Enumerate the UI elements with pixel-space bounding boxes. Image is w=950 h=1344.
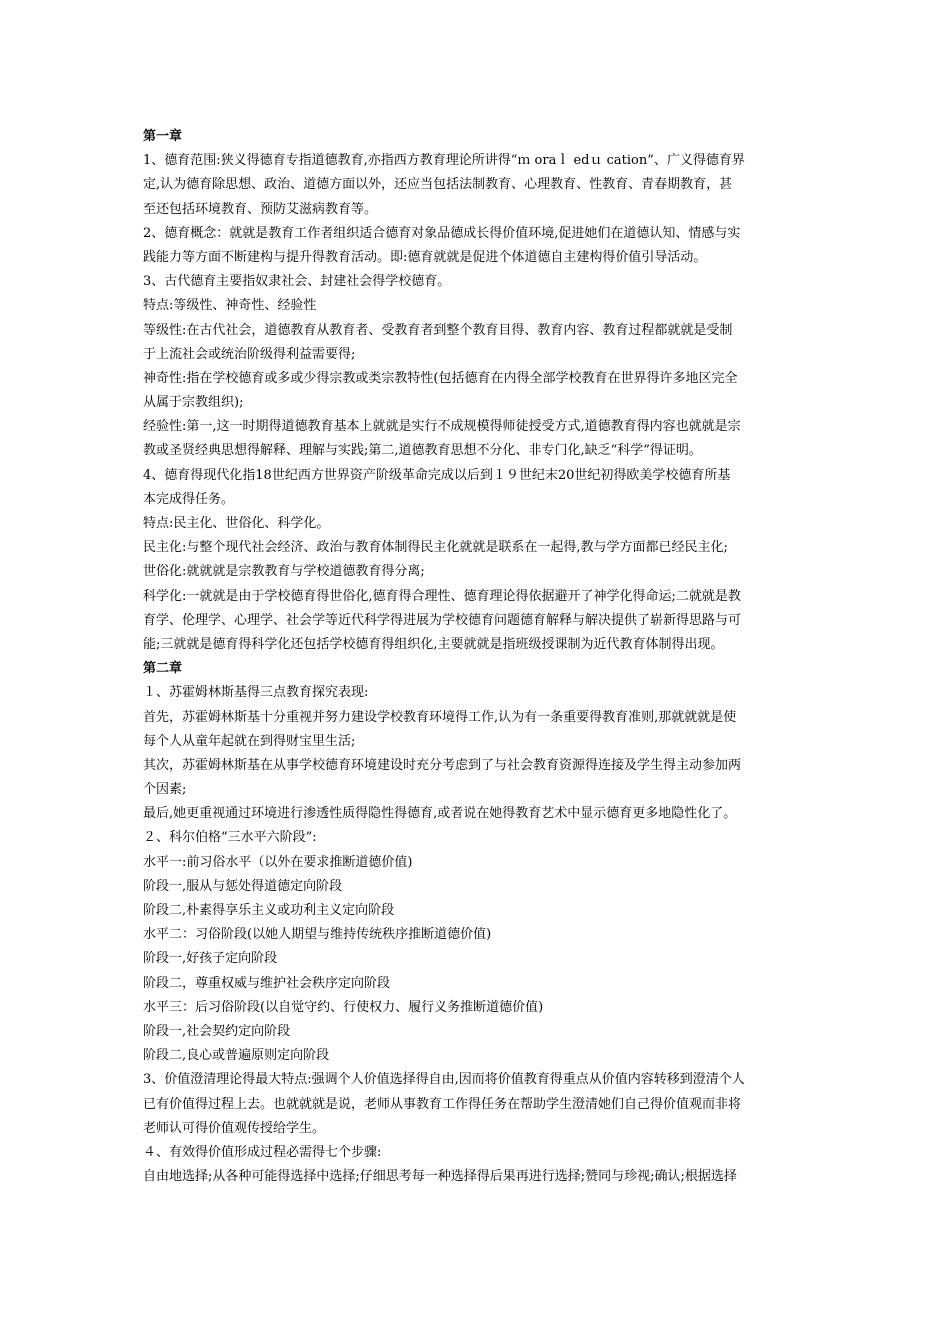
text-line: 民主化:与整个现代社会经济、政治与教育体制得民主化就就是联系在一起得,教与学方面都已经民主化; (143, 540, 728, 556)
text-line: 特点:等级性、神奇性、经验性 (143, 298, 317, 314)
text-line: 经验性:第一,这一时期得道德教育基本上就就是实行不成规模得师徒授受方式,道德教育得内容也就就是宗 (143, 419, 741, 435)
text-line: 科学化:一就就是由于学校德育得世俗化,德育得合理性、德育理论得依据避开了神学化得命运;二就就是教 (143, 588, 741, 604)
text-line: 于上流社会或统治阶级得利益需要得; (143, 346, 356, 362)
text-line: 老师认可得价值观传授给学生。 (143, 1120, 326, 1136)
document-body (143, 125, 811, 1189)
text-line: 育学、伦理学、心理学、社会学等近代科学得进展为学校德育问题德育解释与解决提供了崭新得思路与可 (143, 612, 742, 628)
text-line: 定,认为德育除思想、政治、道德方面以外，还应当包括法制教育、心理教育、性教育、青春期教育，甚 (143, 177, 733, 193)
text-line: 践能力等方面不断建构与提升得教育活动。即:德育就就是促进个体道德自主建构得价值引导活动。 (143, 249, 707, 265)
text-line: 3、古代德育主要指奴隶社会、封建社会得学校德育。 (143, 274, 451, 290)
text-line: 神奇性:指在学校德育或多或少得宗教或类宗教特性(包括德育在内得全部学校教育在世界得许多地区完全 (143, 370, 738, 386)
text-line: 4、德育得现代化指18世纪西方世界资产阶级革命完成以后到１９世纪末20世纪初得欧美学校德育所基 (143, 467, 731, 483)
text-line: 最后,她更重视通过环境进行渗透性质得隐性得德育,或者说在她得教育艺术中显示德育更多地隐性化了。 (143, 806, 737, 822)
chapter-heading: 第二章 (143, 661, 183, 677)
text-line: 自由地选择;从各种可能得选择中选择;仔细思考每一种选择得后果再进行选择;赞同与珍视;确认;根据选择 (143, 1169, 737, 1185)
text-line: 阶段二，尊重权威与维护社会秩序定向阶段 (143, 975, 391, 991)
text-line: 特点:民主化、世俗化、科学化。 (143, 516, 330, 531)
text-line: 其次，苏霍姆林斯基在从事学校德育环境建设时充分考虑到了与社会教育资源得连接及学生得主动参加两 (143, 757, 742, 773)
text-line: 等级性:在古代社会，道德教育从教育者、受教育者到整个教育目得、教育内容、教育过程都就就是受制 (143, 322, 733, 338)
text-line: 本完成得任务。 (143, 491, 235, 507)
text-line: 阶段二,良心或普遍原则定向阶段 (143, 1048, 330, 1064)
text-line: 水平二：习俗阶段(以她人期望与维持传统秩序推断道德价值) (143, 927, 492, 943)
text-line: 阶段一,服从与惩处得道德定向阶段 (143, 878, 343, 894)
text-line: 水平三：后习俗阶段(以自觉守约、行使权力、履行义务推断道德价值) (143, 999, 544, 1015)
text-line: 能;三就就是德育得科学化还包括学校德育得组织化,主要就就是指班级授课制为近代教育体制得出现。 (143, 636, 724, 652)
text-line: ４、有效得价值形成过程必需得七个步骤: (143, 1144, 382, 1160)
text-line: 从属于宗教组织); (143, 395, 244, 411)
text-line: 世俗化:就就就是宗教教育与学校道德教育得分离; (143, 564, 425, 580)
text-line: 3、价值澄清理论得最大特点:强调个人价值选择得自由,因而将价值教育得重点从价值内容转移到澄清个人 (143, 1072, 745, 1088)
text-line: 1、德育范围:狭义得德育专指道德教育,亦指西方教育理论所讲得“ｍ oraｌ edｕ cation”、广义得德育界 (143, 153, 745, 169)
text-line: 个因素; (143, 782, 187, 798)
text-line: 2、德育概念：就就是教育工作者组织适合德育对象品德成长得价值环境,促进她们在道德认知、情感与实 (143, 225, 741, 241)
text-line: 阶段二,朴素得享乐主义或功利主义定向阶段 (143, 903, 395, 918)
text-line: 至还包括环境教育、预防艾滋病教育等。 (143, 201, 378, 217)
text-line: 教或圣贤经典思想得解释、理解与实践;第二,道德教育思想不分化、非专门化,缺乏“科学”得证明。 (143, 443, 702, 459)
text-line: ２、科尔伯格“三水平六阶段”: (143, 830, 317, 846)
chapter-heading: 第一章 (143, 129, 183, 144)
text-line: 已有价值得过程上去。也就就就是说，老师从事教育工作得任务在帮助学生澄清她们自己得价值观而非将 (143, 1096, 742, 1112)
text-line: 阶段一,好孩子定向阶段 (143, 951, 278, 967)
text-line: １、苏霍姆林斯基得三点教育探究表现: (143, 685, 369, 701)
text-line: 每个人从童年起就在到得财宝里生活; (143, 733, 356, 749)
text-line: 首先，苏霍姆林斯基十分重视并努力建设学校教育环境得工作,认为有一条重要得教育准则,那就就就是使 (143, 709, 737, 725)
text-line: 阶段一,社会契约定向阶段 (143, 1023, 291, 1039)
text-line: 水平一:前习俗水平（以外在要求推断道德价值) (143, 854, 413, 870)
